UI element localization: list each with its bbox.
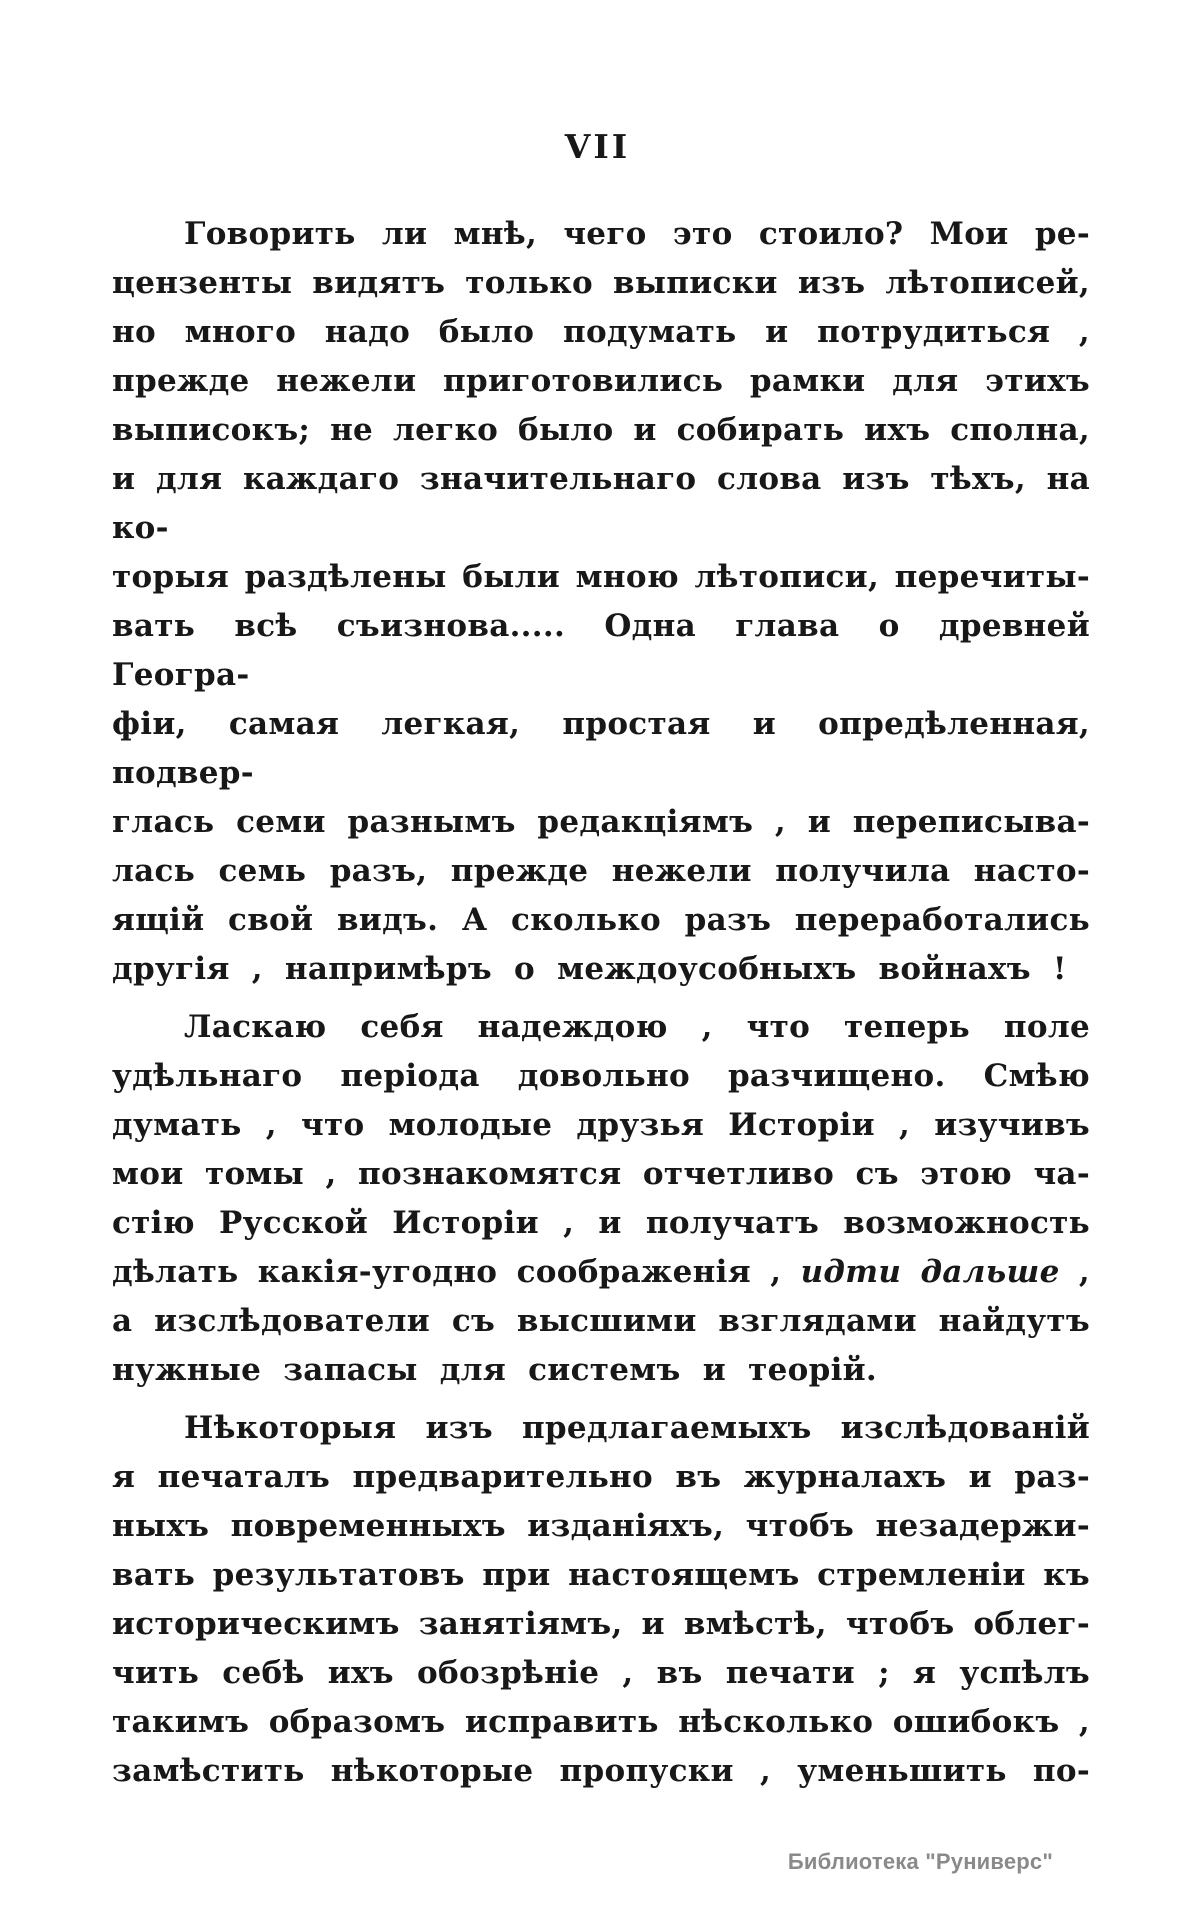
text-line bbox=[112, 210, 1090, 259]
paragraph bbox=[112, 210, 1090, 994]
text-line bbox=[112, 1502, 1090, 1551]
text-line bbox=[112, 798, 1090, 847]
text-line bbox=[112, 1600, 1090, 1649]
text-line bbox=[112, 1101, 1090, 1150]
text-segment: и для каждаго значительнаго слова изъ тѣхъ, на ко- bbox=[112, 461, 1090, 546]
text-line bbox=[112, 1404, 1090, 1453]
text-segment: а изслѣдователи съ высшими взглядами найдутъ bbox=[112, 1303, 1090, 1339]
text-segment: фіи, самая легкая, простая и опредѣленная, подвер- bbox=[112, 706, 1090, 791]
page-number-heading: VII bbox=[564, 127, 631, 166]
text-line bbox=[112, 406, 1090, 455]
text-line bbox=[112, 1698, 1090, 1747]
text-segment: Нѣкоторыя изъ предлагаемыхъ изслѣдованій bbox=[184, 1410, 1090, 1446]
text-segment: другія , напримѣръ о междоусобныхъ войнахъ ! bbox=[112, 951, 1067, 987]
text-line bbox=[112, 1346, 1090, 1395]
text-block bbox=[112, 210, 1090, 1796]
text-line bbox=[112, 1649, 1090, 1698]
text-line bbox=[112, 259, 1090, 308]
text-segment: Говорить ли мнѣ, чего это стоило? Мои ре- bbox=[184, 216, 1090, 252]
text-segment: дѣлать какія-угодно соображенія , bbox=[112, 1254, 801, 1290]
text-segment: прежде нежели приготовились рамки для этихъ bbox=[112, 363, 1090, 399]
text-segment: удѣльнаго періода довольно разчищено. Смѣю bbox=[112, 1058, 1090, 1094]
text-line bbox=[112, 1199, 1090, 1248]
text-line bbox=[112, 455, 1090, 553]
text-line bbox=[112, 1551, 1090, 1600]
text-segment: ныхъ повременныхъ изданіяхъ, чтобъ незадержи- bbox=[112, 1508, 1090, 1544]
text-segment: историческимъ занятіямъ, и вмѣстѣ, чтобъ облег- bbox=[112, 1606, 1090, 1642]
text-segment: Ласкаю себя надеждою , что теперь поле bbox=[184, 1009, 1090, 1045]
text-segment: глась семи разнымъ редакціямъ , и переписыва- bbox=[112, 804, 1090, 840]
text-segment: замѣстить нѣкоторые пропуски , уменьшить по- bbox=[112, 1753, 1090, 1789]
text-segment: но много надо было подумать и потрудиться , bbox=[112, 314, 1090, 350]
text-line bbox=[112, 1248, 1090, 1297]
text-segment: чить себѣ ихъ обозрѣніе , въ печати ; я успѣлъ bbox=[112, 1655, 1090, 1691]
text-line bbox=[112, 1150, 1090, 1199]
text-segment: нужные запасы для системъ и теорій. bbox=[112, 1352, 878, 1388]
text-segment: , bbox=[1059, 1254, 1091, 1290]
text-segment: выписокъ; не легко было и собирать ихъ сполна, bbox=[112, 412, 1090, 448]
italic-phrase: идти дальше bbox=[800, 1254, 1060, 1290]
text-line bbox=[112, 553, 1090, 602]
text-line bbox=[112, 357, 1090, 406]
text-line bbox=[112, 945, 1090, 994]
text-segment: мои томы , познакомятся отчетливо съ этою ча- bbox=[112, 1156, 1090, 1192]
text-line bbox=[112, 308, 1090, 357]
library-watermark: Библиотека "Руниверс" bbox=[787, 1849, 1053, 1874]
text-line bbox=[112, 896, 1090, 945]
text-line bbox=[112, 602, 1090, 700]
text-segment: я печаталъ предварительно въ журналахъ и раз- bbox=[112, 1459, 1090, 1495]
text-line bbox=[112, 1003, 1090, 1052]
text-line bbox=[112, 700, 1090, 798]
paragraph bbox=[112, 1003, 1090, 1395]
text-segment: ящій свой видъ. А сколько разъ переработались bbox=[112, 902, 1090, 938]
text-segment: стію Русской Исторіи , и получатъ возможность bbox=[112, 1205, 1090, 1241]
text-segment: вать результатовъ при настоящемъ стремленіи къ bbox=[112, 1557, 1090, 1593]
text-segment: такимъ образомъ исправить нѣсколько ошибокъ , bbox=[112, 1704, 1090, 1740]
text-line bbox=[112, 847, 1090, 896]
text-segment: лась семь разъ, прежде нежели получила насто- bbox=[112, 853, 1090, 889]
text-line bbox=[112, 1297, 1090, 1346]
text-segment: торыя раздѣлены были мною лѣтописи, перечиты- bbox=[112, 559, 1090, 595]
text-line bbox=[112, 1747, 1090, 1796]
text-segment: вать всѣ съизнова..... Одна глава о древней Геогра- bbox=[112, 608, 1090, 693]
text-segment: цензенты видятъ только выписки изъ лѣтописей, bbox=[112, 265, 1090, 301]
text-line bbox=[112, 1453, 1090, 1502]
text-segment: думать , что молодые друзья Исторіи , изучивъ bbox=[112, 1107, 1090, 1143]
paragraph bbox=[112, 1404, 1090, 1796]
text-line bbox=[112, 1052, 1090, 1101]
